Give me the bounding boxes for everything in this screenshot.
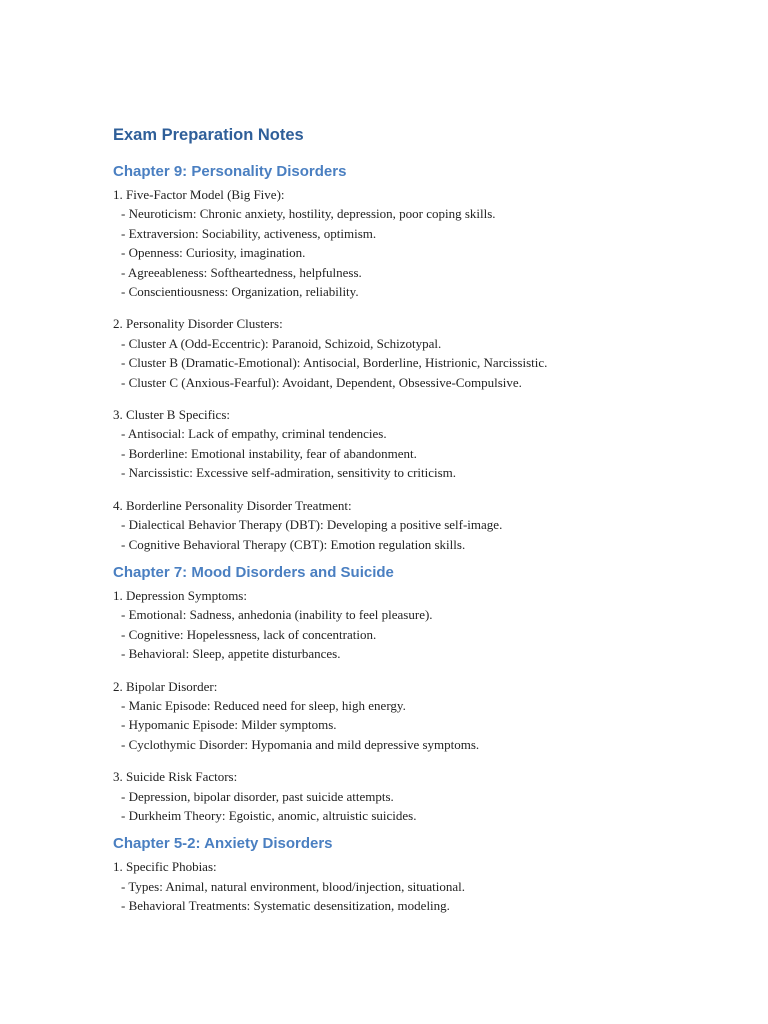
list-item: - Cluster B (Dramatic-Emotional): Antisocial, Borderline, Histrionic, Narcissistic. [121,355,548,371]
list-item: - Behavioral Treatments: Systematic desensitization, modeling. [121,898,450,914]
chapter-heading: Chapter 9: Personality Disorders [113,163,347,180]
list-item: - Neuroticism: Chronic anxiety, hostility, depression, poor coping skills. [121,206,496,222]
list-item: - Depression, bipolar disorder, past suicide attempts. [121,788,394,804]
chapter-list [113,161,733,916]
group-title: 4. Borderline Personality Disorder Treatment: [113,497,352,513]
list-item: - Cluster C (Anxious-Fearful): Avoidant, Dependent, Obsessive-Compulsive. [121,374,522,390]
list-item: - Cyclothymic Disorder: Hypomania and mild depressive symptoms. [121,736,480,752]
note-group [113,496,733,554]
group-title: 2. Personality Disorder Clusters: [113,316,283,332]
note-group [113,586,733,664]
group-title: 1. Specific Phobias: [113,859,217,875]
document-content [113,124,733,924]
list-item: - Cluster A (Odd-Eccentric): Paranoid, Schizoid, Schizotypal. [121,335,442,351]
chapter-section [113,161,733,554]
document-title: Exam Preparation Notes [113,126,304,144]
note-group [113,314,733,392]
list-item: - Extraversion: Sociability, activeness, optimism. [121,225,377,241]
note-group [113,767,733,825]
list-item: - Cognitive Behavioral Therapy (CBT): Emotion regulation skills. [121,536,466,552]
note-group [113,405,733,483]
list-item: - Emotional: Sadness, anhedonia (inability to feel pleasure). [121,607,433,623]
list-item: - Openness: Curiosity, imagination. [121,245,306,261]
list-item: - Conscientiousness: Organization, reliability. [121,284,359,300]
note-group [113,185,733,301]
note-group [113,857,733,915]
list-item: - Cognitive: Hopelessness, lack of concentration. [121,626,377,642]
list-item: - Borderline: Emotional instability, fear of abandonment. [121,445,417,461]
list-item: - Types: Animal, natural environment, blood/injection, situational. [121,878,466,894]
group-title: 2. Bipolar Disorder: [113,678,218,694]
list-item: - Antisocial: Lack of empathy, criminal tendencies. [121,426,387,442]
chapter-section [113,562,733,825]
group-title: 3. Cluster B Specifics: [113,407,230,423]
note-group [113,677,733,755]
list-item: - Agreeableness: Softheartedness, helpfulness. [121,264,362,280]
list-item: - Behavioral: Sleep, appetite disturbances. [121,646,341,662]
list-item: - Durkheim Theory: Egoistic, anomic, altruistic suicides. [121,807,417,823]
chapter-heading: Chapter 5-2: Anxiety Disorders [113,835,333,853]
list-item: - Hypomanic Episode: Milder symptoms. [121,717,337,733]
list-item: - Dialectical Behavior Therapy (DBT): Developing a positive self-image. [121,517,503,533]
chapter-section [113,833,733,915]
group-title: 3. Suicide Risk Factors: [113,769,238,785]
group-title: 1. Depression Symptoms: [113,587,247,603]
chapter-heading: Chapter 7: Mood Disorders and Suicide [113,563,394,581]
list-item: - Narcissistic: Excessive self-admiration, sensitivity to criticism. [121,465,457,481]
list-item: - Manic Episode: Reduced need for sleep, high energy. [121,697,406,713]
group-title: 1. Five-Factor Model (Big Five): [113,187,285,202]
